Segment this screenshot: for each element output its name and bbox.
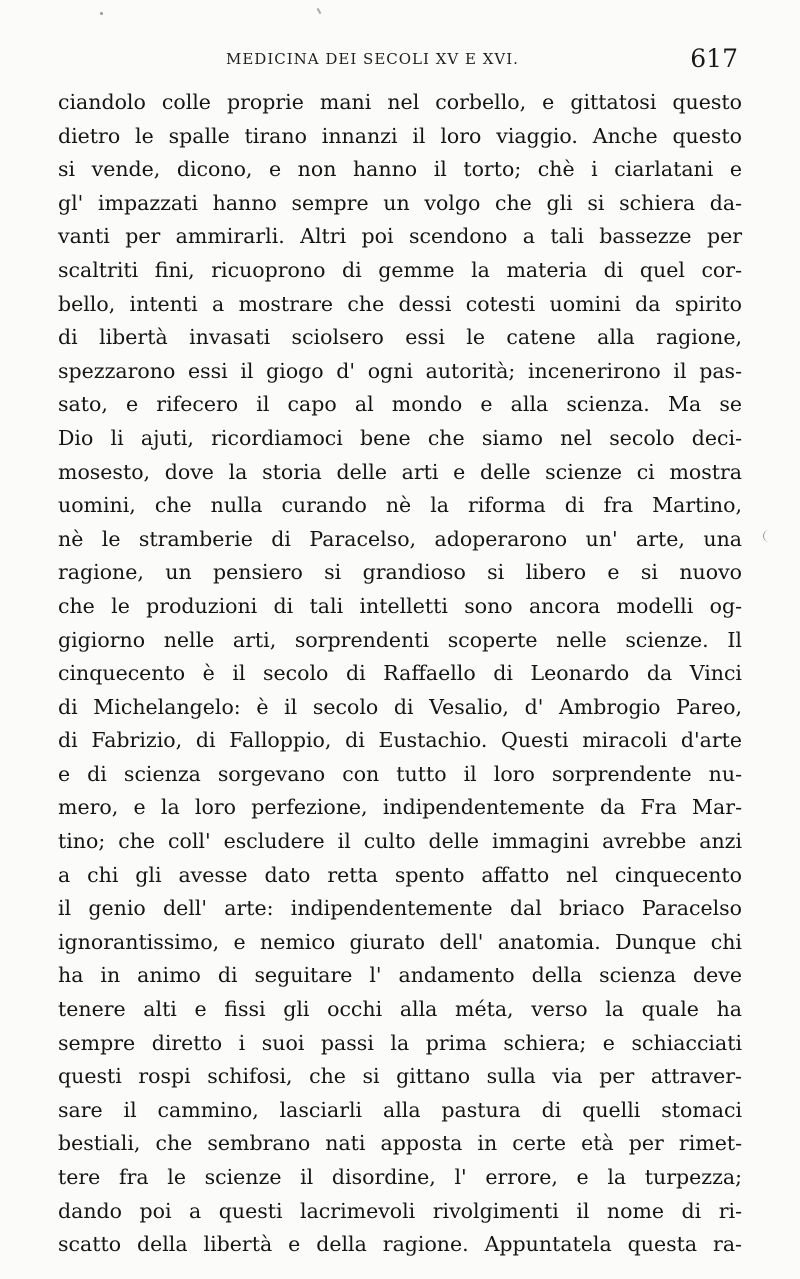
text-line: scaltriti fini, ricuoprono di gemme la materia di quel cor- — [58, 257, 742, 282]
text-line: uomini, che nulla curando nè la riforma di fra Martino, — [58, 493, 742, 518]
text-line: dando poi a questi lacrimevoli rivolgimenti il nome di ri- — [58, 1198, 742, 1223]
text-line: a chi gli avesse dato retta spento affatto nel cinquecento — [58, 862, 742, 887]
paper-speck — [317, 8, 322, 14]
text-line: vanti per ammirarli. Altri poi scendono a tali bassezze per — [58, 224, 742, 249]
text-line: scatto della libertà e della ragione. Appuntatela questa ra- — [58, 1232, 742, 1257]
running-head — [58, 46, 740, 76]
text-line: ragione, un pensiero si grandioso si libero e si nuovo — [58, 560, 742, 585]
paper-speck — [100, 12, 103, 15]
text-line: spezzarono essi il giogo d' ogni autorità; incenerirono il pas- — [58, 358, 742, 383]
text-line: ignorantissimo, e nemico giurato dell' anatomia. Dunque chi — [58, 929, 742, 954]
text-line: di Fabrizio, di Falloppio, di Eustachio. Questi miracoli d'arte — [58, 728, 742, 753]
text-line: sare il cammino, lasciarli alla pastura di quelli stomaci — [58, 1097, 742, 1122]
text-line: sempre diretto i suoi passi la prima schiera; e schiacciati — [58, 1030, 742, 1055]
text-line: ciandolo colle proprie mani nel corbello, e gittatosi questo — [58, 90, 742, 114]
text-line: cinquecento è il secolo di Raffaello di Leonardo da Vinci — [58, 661, 742, 686]
text-line: tino; che coll' escludere il culto delle immagini avrebbe anzi — [58, 829, 742, 854]
text-line: tenere alti e fissi gli occhi alla méta, verso la quale ha — [58, 997, 742, 1022]
text-line: mosesto, dove la storia delle arti e delle scienze ci mostra — [58, 459, 742, 484]
text-line: Dio li ajuti, ricordiamoci bene che siamo nel secolo deci- — [58, 425, 742, 450]
text-line: ha in animo di seguitare l' andamento della scienza deve — [58, 963, 742, 988]
text-line: e di scienza sorgevano con tutto il loro sorprendente nu- — [58, 761, 742, 786]
text-line: di libertà invasati sciolsero essi le catene alla ragione, — [58, 325, 742, 350]
text-line: di Michelangelo: è il secolo di Vesalio, d' Ambrogio Pareo, — [58, 694, 742, 719]
text-line: dietro le spalle tirano innanzi il loro viaggio. Anche questo — [58, 123, 742, 148]
text-line: gl' impazzati hanno sempre un volgo che gli si schiera da- — [58, 190, 742, 215]
text-line: si vende, dicono, e non hanno il torto; chè i ciarlatani e — [58, 157, 742, 182]
text-line: gigiorno nelle arti, sorprendenti scoperte nelle scienze. Il — [58, 627, 742, 652]
text-line: nè le stramberie di Paracelso, adoperarono un' arte, una — [58, 526, 742, 551]
text-line: sato, e rifecero il capo al mondo e alla scienza. Ma se — [58, 392, 742, 417]
text-line: bestiali, che sembrano nati apposta in certe età per rimet- — [58, 1131, 742, 1156]
text-line: il genio dell' arte: indipendentemente dal briaco Paracelso — [58, 896, 742, 921]
running-title: MEDICINA DEI SECOLI XV E XVI. — [226, 50, 519, 68]
text-line: bello, intenti a mostrare che dessi cotesti uomini da spirito — [58, 291, 742, 316]
body-text — [58, 86, 742, 1262]
text-line: che le produzioni di tali intelletti sono ancora modelli og- — [58, 593, 742, 618]
text-line: mero, e la loro perfezione, indipendentemente da Fra Mar- — [58, 795, 742, 820]
page-number: 617 — [690, 44, 738, 73]
text-line: tere fra le scienze il disordine, l' errore, e la turpezza; — [58, 1165, 742, 1189]
margin-mark — [763, 530, 770, 542]
text-line: questi rospi schifosi, che si gittano sulla via per attraver- — [58, 1064, 742, 1089]
